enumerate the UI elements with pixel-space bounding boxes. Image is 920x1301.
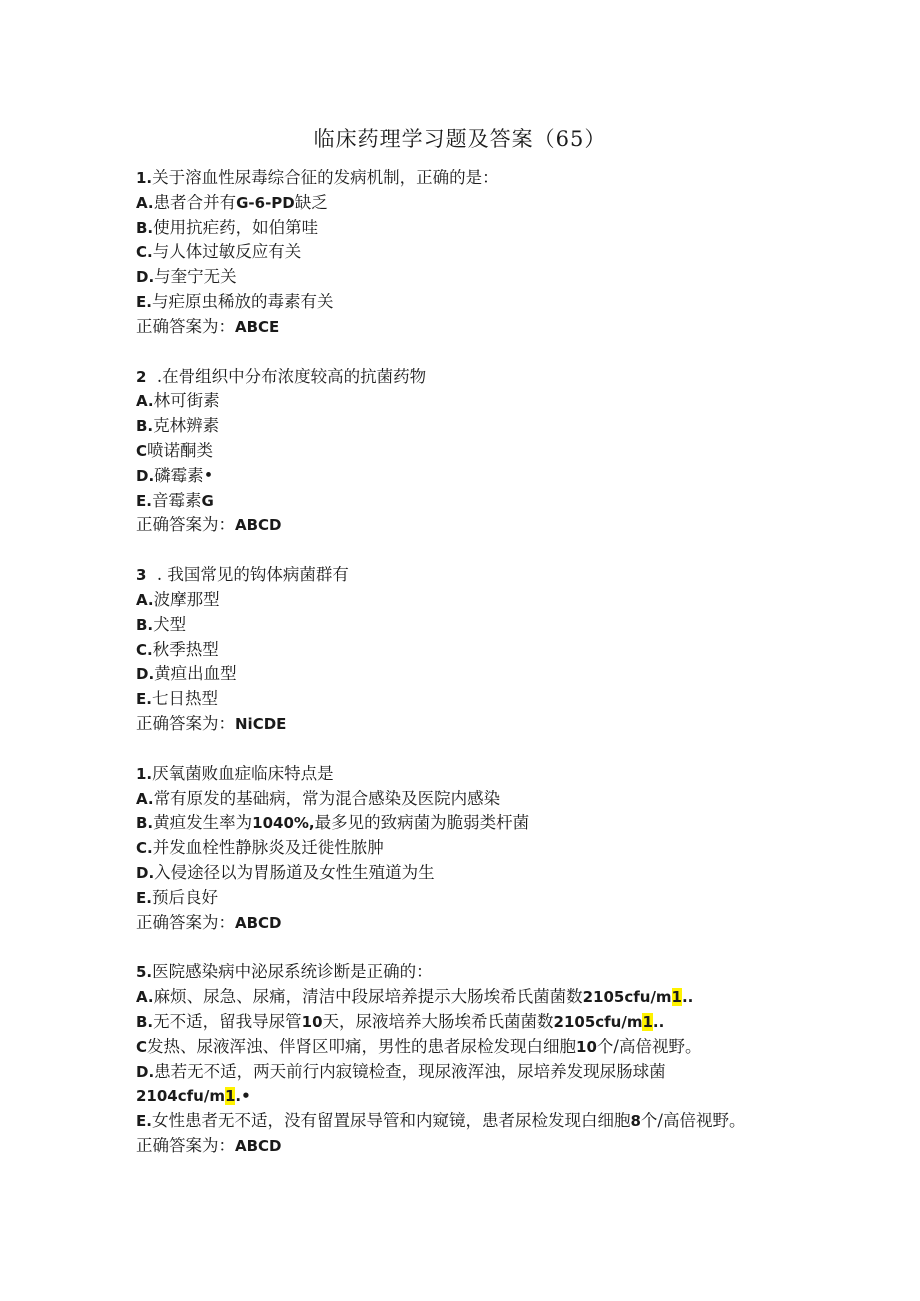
highlighted-text: 1 <box>642 1012 653 1031</box>
question-stem <box>136 563 796 588</box>
question-text: 厌氧菌败血症临床特点是 <box>152 763 334 783</box>
question-number: 3 <box>136 566 147 585</box>
option-e <box>136 886 796 911</box>
answer-line <box>136 315 796 340</box>
question-stem <box>136 960 796 985</box>
option-c <box>136 1035 796 1060</box>
option-key: A. <box>136 193 154 212</box>
option-key: B. <box>136 615 154 634</box>
option-text: 麻烦、尿急、尿痛，清洁中段尿培养提示大肠埃希氏菌菌数 <box>153 987 583 1007</box>
option-text: 克林辨素 <box>153 416 220 436</box>
answer-label: 正确答案为： <box>136 316 235 336</box>
answer-value: ABCD <box>235 913 282 932</box>
question-list <box>136 166 796 1184</box>
option-e <box>136 1109 786 1134</box>
answer-value: NiCDE <box>235 714 287 733</box>
question-2 <box>136 365 796 539</box>
question-number: 5. <box>136 963 153 982</box>
option-key: E. <box>136 888 152 907</box>
question-number: 2 <box>136 367 147 386</box>
option-a <box>136 985 796 1010</box>
option-text: 与疟原虫稀放的毒素有关 <box>151 291 334 311</box>
option-b <box>136 216 796 241</box>
option-key: C <box>136 1037 148 1056</box>
option-text: 患者合并有 <box>153 192 237 212</box>
answer-line <box>136 513 796 538</box>
option-text-tail: 个/高倍视野。 <box>596 1036 702 1056</box>
answer-value: ABCE <box>235 317 280 336</box>
option-b <box>136 613 796 638</box>
option-bold-text: 1040%, <box>252 814 315 833</box>
answer-label: 正确答案为： <box>136 713 235 733</box>
option-key: E. <box>136 292 152 311</box>
option-suffix: G <box>201 491 214 510</box>
answer-label: 正确答案为： <box>136 1135 235 1155</box>
option-text: 波摩那型 <box>153 589 220 609</box>
option-text: 与人体过敏反应有关 <box>152 242 302 262</box>
option-text: 七日热型 <box>151 689 218 709</box>
option-b <box>136 811 796 836</box>
question-text: . 我国常见的钩体病菌群有 <box>146 565 349 585</box>
option-key: A. <box>136 392 154 411</box>
option-key: A. <box>136 988 154 1007</box>
question-number: 1. <box>136 764 153 783</box>
option-key: A. <box>136 789 154 808</box>
option-text: 林可街素 <box>153 391 220 411</box>
option-a <box>136 588 796 613</box>
option-text: 犬型 <box>153 614 187 634</box>
option-c <box>136 439 796 464</box>
option-e <box>136 687 796 712</box>
option-text: 患若无不适，两天前行内寂镜检查，现尿液浑浊，尿培养发现尿肠球菌 <box>154 1061 666 1081</box>
option-text: 黄疸出血型 <box>154 664 237 684</box>
option-d <box>136 662 796 687</box>
question-stem <box>136 365 796 390</box>
option-bold-text: 2105cfu/m <box>553 1012 643 1031</box>
option-number: 10 <box>576 1037 597 1056</box>
option-text: 磷霉素• <box>154 465 214 485</box>
option-number: 10 <box>301 1012 323 1031</box>
option-e <box>136 489 796 514</box>
option-key: E. <box>136 1112 152 1131</box>
option-key: D. <box>136 665 155 684</box>
option-key: A. <box>136 590 154 609</box>
option-key: E. <box>136 690 152 709</box>
question-3 <box>136 563 796 737</box>
option-number: 8 <box>630 1112 641 1131</box>
option-bold-text: 2105cfu/m <box>582 988 672 1007</box>
option-text: 音霉素 <box>151 490 202 510</box>
option-key: D. <box>136 466 155 485</box>
option-d <box>136 861 796 886</box>
option-text: 发热、尿液浑浊、伴肾区叩痛，男性的患者尿检发现白细胞 <box>147 1036 577 1056</box>
highlighted-text: 1 <box>671 988 682 1007</box>
option-text: 预后良好 <box>151 887 218 907</box>
question-4 <box>136 762 796 936</box>
answer-label: 正确答案为： <box>136 515 235 535</box>
option-key: B. <box>136 417 154 436</box>
option-bold-text: G-6-PD <box>236 193 295 212</box>
option-key: C <box>136 441 148 460</box>
answer-label: 正确答案为： <box>136 912 235 932</box>
highlighted-text: 1 <box>224 1087 236 1106</box>
answer-line <box>136 712 796 737</box>
option-key: B. <box>136 814 154 833</box>
option-text-mid: 天，尿液培养大肠埃希氏菌菌数 <box>322 1011 554 1031</box>
option-text-tail: .. <box>652 1012 665 1031</box>
option-a <box>136 389 796 414</box>
question-text: 医院感染病中泌尿系统诊断是正确的： <box>152 962 433 982</box>
page-title: 临床药理学习题及答案（65） <box>313 127 607 151</box>
question-text: .在骨组织中分布浓度较高的抗菌药物 <box>146 366 427 386</box>
option-text: 无不适，留我导尿管 <box>153 1011 302 1031</box>
question-5 <box>136 960 796 1158</box>
option-key: D. <box>136 1062 155 1081</box>
answer-value: ABCD <box>235 1136 282 1155</box>
option-text-tail: 最多见的致病菌为脆弱类杆菌 <box>314 813 530 833</box>
option-text: 常有原发的基础病，常为混合感染及医院内感染 <box>153 788 501 808</box>
option-text-tail: .• <box>235 1087 251 1106</box>
option-text-tail: .. <box>681 988 694 1007</box>
question-number: 1. <box>136 169 153 187</box>
option-d <box>136 1060 796 1085</box>
option-key: E. <box>136 491 152 510</box>
option-e <box>136 290 796 315</box>
option-b <box>136 414 796 439</box>
option-key: D. <box>136 863 155 882</box>
option-text: 入侵途径以为胃肠道及女性生殖道为生 <box>154 862 435 882</box>
option-c <box>136 836 796 861</box>
option-key: C. <box>136 243 153 262</box>
answer-line <box>136 1134 796 1159</box>
option-text: 与奎宁无关 <box>154 267 237 287</box>
option-a <box>136 787 796 812</box>
question-stem <box>136 762 796 787</box>
question-1 <box>136 166 796 340</box>
option-text-tail: 缺乏 <box>294 192 328 212</box>
option-text: 女性患者无不适，没有留置尿导管和内窥镜，患者尿检发现白细胞 <box>151 1111 631 1131</box>
question-text: 关于溶血性尿毒综合征的发病机制，正确的是： <box>152 168 499 187</box>
option-key: B. <box>136 218 154 237</box>
option-d-continued <box>136 1084 796 1109</box>
option-key: C. <box>136 640 153 659</box>
question-stem <box>136 166 796 191</box>
option-key: B. <box>136 1012 154 1031</box>
option-d <box>136 464 796 489</box>
option-d <box>136 265 796 290</box>
option-text: 喷诺酮类 <box>147 440 214 460</box>
option-a <box>136 191 796 216</box>
answer-line <box>136 911 796 936</box>
option-text-tail: 个/高倍视野。 <box>640 1111 746 1131</box>
option-b <box>136 1010 796 1035</box>
option-text: 黄疸发生率为 <box>153 813 253 833</box>
option-bold-text: 2104cfu/m <box>136 1087 225 1106</box>
answer-value: ABCD <box>235 516 282 535</box>
option-text: 秋季热型 <box>152 639 219 659</box>
option-text: 使用抗疟药，如伯第哇 <box>153 217 319 237</box>
option-c <box>136 638 796 663</box>
option-key: D. <box>136 268 155 287</box>
option-key: C. <box>136 839 153 858</box>
option-text: 并发血栓性静脉炎及迁徙性脓肿 <box>152 838 384 858</box>
option-c <box>136 240 796 265</box>
